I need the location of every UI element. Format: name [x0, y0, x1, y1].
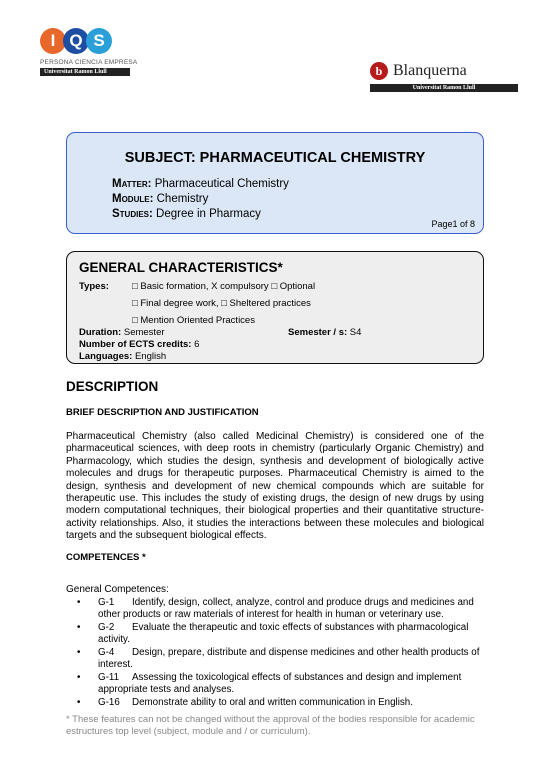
blanquerna-university: Universitat Ramon Llull	[370, 84, 518, 92]
blanquerna-name: Blanquerna	[393, 62, 467, 79]
types-label: Types:	[79, 281, 109, 292]
module-label: Module:	[112, 193, 154, 205]
competence-code: G-2	[98, 622, 115, 633]
description-body: Pharmaceutical Chemistry (also called Medicinal Chemistry) is considered one of the pharmaceutical sciences, with deep roots in chemistry (particularly Organic Chemistry) and Pharmacology, which studies the design, synthesis and development of biologically active molecules and drugs for therapeutic purposes. Pharmaceutical Chemistry is aimed to the design, synthesis and development of new chemical compounds which are suitable for therapeutic use. This includes the study of existing drugs, the design of new drugs by using modern computational techniques, their biological properties and their quantitative structure-activity relationships. Also, it studies the interactions between these molecules and biological targets and the subsequent biological effects.	[66, 431, 484, 542]
general-characteristics-title: GENERAL CHARACTERISTICS*	[79, 260, 283, 275]
page-number: Page1 of 8	[431, 219, 475, 229]
description-heading: DESCRIPTION	[66, 379, 159, 394]
general-characteristics-box	[66, 251, 484, 364]
ects-value: 6	[194, 339, 200, 350]
general-competences-label: General Competences:	[66, 584, 169, 595]
duration-line	[79, 327, 165, 338]
blanquerna-badge-icon: b	[370, 62, 388, 80]
iqs-letter-i: I	[40, 28, 66, 54]
competence-text: Demonstrate ability to oral and written communication in English.	[132, 697, 413, 708]
competence-text: Identify, design, collect, analyze, control and produce drugs and medicines and other products or raw materials of interest for health in human or veterinary use.	[98, 597, 474, 620]
subject-title: SUBJECT: PHARMACEUTICAL CHEMISTRY	[124, 150, 426, 166]
subject-box	[66, 132, 484, 234]
iqs-university: Universitat Ramon Llull	[40, 68, 130, 76]
footnote: * These features can not be changed without the approval of the bodies responsible for academic estructures top level (subject, module and / or curriculum).	[66, 714, 475, 737]
iqs-letter-q: Q	[63, 28, 89, 54]
list-item: • G-1 Identify, design, collect, analyze, control and produce drugs and medicines and other products or raw materials of interest for health in human or veterinary use.	[77, 597, 474, 620]
list-item: • G-11 Assessing the toxicological effects of substances and design and implement appropriate tests and analyses.	[77, 672, 462, 695]
ects-label: Number of ECTS credits:	[79, 339, 192, 350]
competence-text: Evaluate the therapeutic and toxic effects of substances with pharmacological activity.	[98, 622, 469, 645]
competence-text: Assessing the toxicological effects of substances and design and implement appropriate tests and analyses.	[98, 672, 462, 695]
duration-value: Semester	[123, 327, 165, 338]
competences-heading: COMPETENCES *	[66, 552, 146, 563]
list-item: • G-2 Evaluate the therapeutic and toxic effects of substances with pharmacological activity.	[77, 622, 469, 645]
competence-code: G-11	[98, 672, 120, 683]
semester-line	[288, 327, 361, 338]
module-line	[112, 193, 208, 205]
iqs-logo	[40, 28, 170, 76]
matter-line	[112, 178, 289, 190]
languages-line	[79, 351, 166, 362]
iqs-tagline: PERSONA CIENCIA EMPRESA	[40, 59, 138, 66]
studies-value: Degree in Pharmacy	[156, 208, 261, 220]
ects-line	[79, 339, 199, 350]
iqs-letter-s: S	[86, 28, 112, 54]
studies-line	[112, 208, 261, 220]
languages-value: English	[134, 351, 167, 362]
semester-value: S4	[349, 327, 362, 338]
module-value: Chemistry	[156, 193, 209, 205]
competence-code: G-16	[98, 697, 120, 708]
matter-label: Matter:	[112, 178, 152, 190]
duration-label: Duration:	[79, 327, 122, 338]
competence-text: Design, prepare, distribute and dispense medicines and other health products of interest.	[98, 647, 480, 670]
list-item: • G-16 Demonstrate ability to oral and written communication in English.	[77, 697, 413, 708]
studies-label: Studies:	[112, 208, 153, 220]
blanquerna-logo	[370, 62, 530, 92]
list-item: • G-4 Design, prepare, distribute and dispense medicines and other health products of interest.	[77, 647, 480, 670]
types-line-1: □ Basic formation, X compulsory □ Optional	[132, 281, 316, 292]
matter-value: Pharmaceutical Chemistry	[154, 178, 289, 190]
types-line-3: □ Mention Oriented Practices	[132, 315, 255, 326]
competence-code: G-4	[98, 647, 115, 658]
competence-code: G-1	[98, 597, 115, 608]
languages-label: Languages:	[79, 351, 133, 362]
competences-list	[66, 597, 484, 710]
brief-description-heading: BRIEF DESCRIPTION AND JUSTIFICATION	[66, 407, 259, 418]
types-line-2: □ Final degree work, □ Sheltered practices	[132, 298, 311, 309]
semester-label: Semester / s:	[288, 327, 348, 338]
